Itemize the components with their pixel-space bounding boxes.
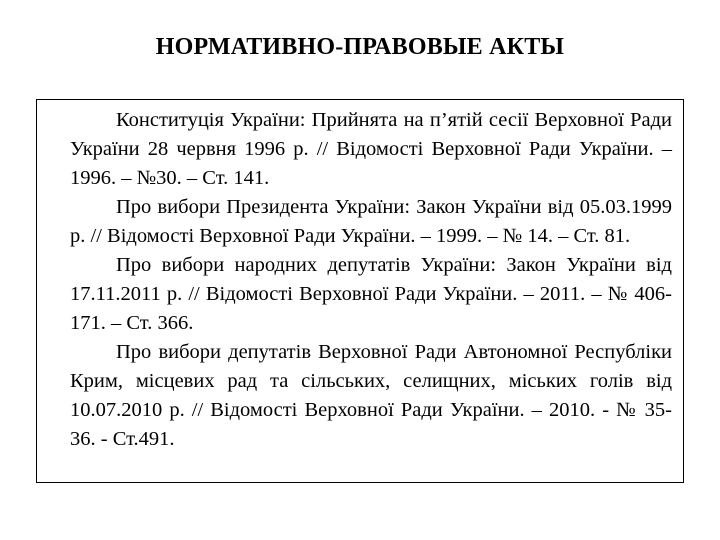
reference-presidential-elections-law: Про вибори Президента України: Закон України від 05.03.1999 р. // Відомості Верховної Ради України. – 1999. – № 14. – Ст. 81. xyxy=(70,196,672,247)
reference-local-elections-law: Про вибори депутатів Верховної Ради Автономної Республіки Крим, місцевих рад та сільських, селищних, міських голів від 10.07.2010 р. // Відомості Верховної Ради України. – 2010. - № 35-36. - Ст.491. xyxy=(70,341,672,450)
references-list xyxy=(70,106,672,454)
reference-peoples-deputies-elections-law: Про вибори народних депутатів України: Закон України від 17.11.2011 р. // Відомості Верховної Ради України. – 2011. – № 406-171. – Ст. 366. xyxy=(70,254,672,334)
reference-constitution: Конституція України: Прийнята на п’ятій сесії Верховної Ради України 28 червня 1996 р. // Відомості Верховної Ради України. – 1996. – №30. – Ст. 141. xyxy=(70,109,672,189)
page-title: НОРМАТИВНО-ПРАВОВЫЕ АКТЫ xyxy=(155,34,565,60)
